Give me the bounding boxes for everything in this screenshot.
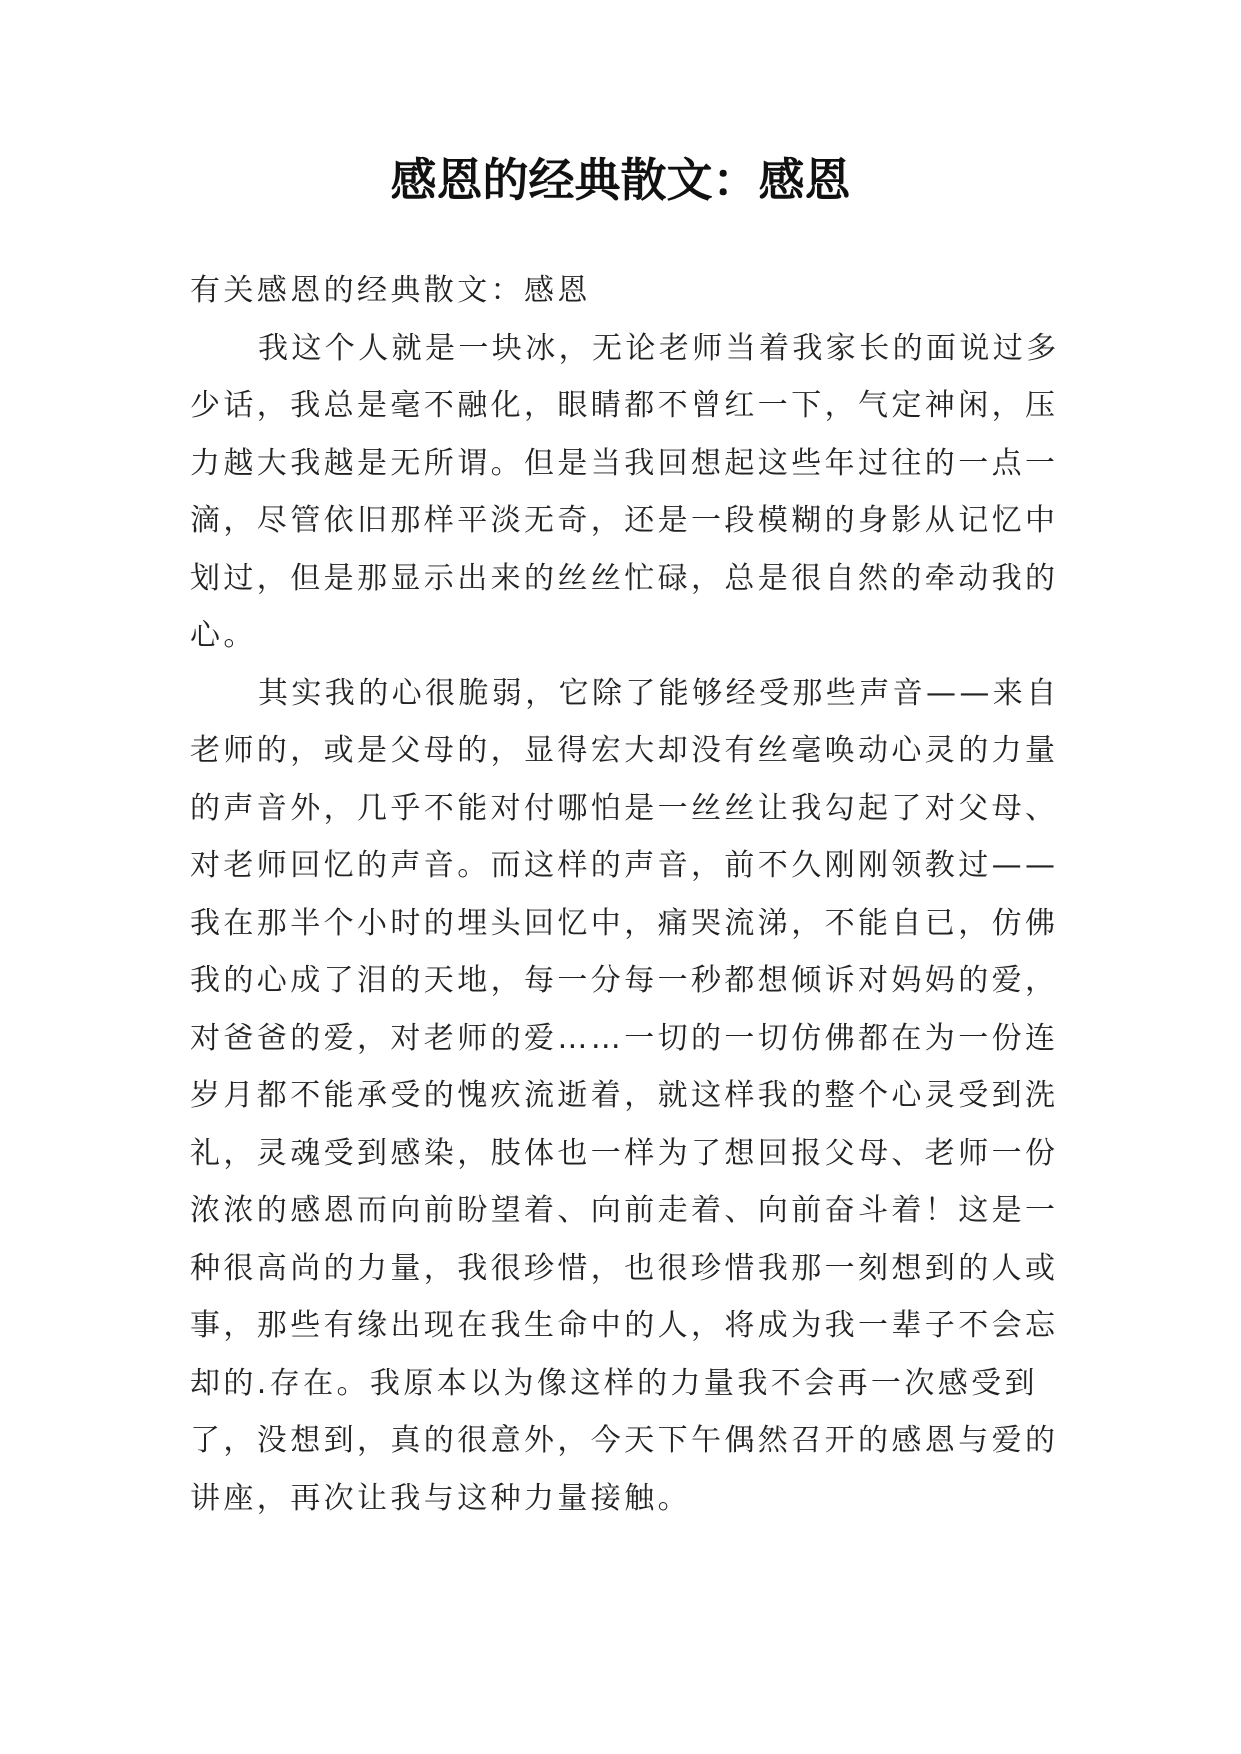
paragraph-1-line-3: 力越大我越是无所谓。但是当我回想起这些年过往的一点一: [190, 445, 1059, 481]
paragraph-2-line-8: 岁月都不能承受的愧疚流逝着，就这样我的整个心灵受到洗: [190, 1078, 1059, 1113]
paragraph-2-line-10: 浓浓的感恩而向前盼望着、向前走着、向前奋斗着！这是一: [190, 1193, 1059, 1228]
paragraph-2-line-5: 我在那半个小时的埋头回忆中，痛哭流涕，不能自已，仿佛: [190, 905, 1059, 941]
document-body: [190, 262, 1060, 1527]
subtitle-line: 有关感恩的经典散文：感恩: [190, 273, 591, 308]
paragraph-2-line-11: 种很高尚的力量，我很珍惜，也很珍惜我那一刻想到的人或: [190, 1250, 1059, 1286]
paragraph-2-line-7: 对爸爸的爱，对老师的爱……一切的一切仿佛都在为一份连: [190, 1020, 1059, 1056]
paragraph-2-line-15: 讲座，再次让我与这种力量接触。: [190, 1480, 691, 1516]
paragraph-1-line-4: 滴，尽管依旧那样平淡无奇，还是一段模糊的身影从记忆中: [190, 503, 1059, 538]
paragraph-2-line-4: 对老师回忆的声音。而这样的声音，前不久刚刚领教过——: [190, 848, 1059, 883]
paragraph-2-line-1: 其实我的心很脆弱，它除了能够经受那些声音——来自: [258, 675, 1060, 711]
paragraph-1-line-6: 心。: [190, 618, 257, 653]
paragraph-2-line-2: 老师的，或是父母的，显得宏大却没有丝毫唤动心灵的力量: [190, 733, 1059, 768]
paragraph-2-line-6: 我的心成了泪的天地，每一分每一秒都想倾诉对妈妈的爱，: [190, 963, 1059, 998]
paragraph-2-line-14: 了，没想到，真的很意外，今天下午偶然召开的感恩与爱的: [190, 1423, 1059, 1458]
paragraph-2-line-9: 礼，灵魂受到感染，肢体也一样为了想回报父母、老师一份: [190, 1135, 1059, 1171]
document-title: 感恩的经典散文：感恩: [390, 153, 851, 207]
paragraph-1-line-1: 我这个人就是一块冰，无论老师当着我家长的面说过多: [258, 330, 1060, 366]
paragraph-1-line-5: 划过，但是那显示出来的丝丝忙碌，总是很自然的牵动我的: [190, 560, 1059, 596]
paragraph-2-line-13: 却的.存在。我原本以为像这样的力量我不会再一次感受到: [190, 1365, 1038, 1401]
paragraph-2-line-12: 事，那些有缘出现在我生命中的人，将成为我一辈子不会忘: [190, 1308, 1059, 1343]
paragraph-2-line-3: 的声音外，几乎不能对付哪怕是一丝丝让我勾起了对父母、: [190, 790, 1059, 826]
paragraph-1-line-2: 少话，我总是毫不融化，眼睛都不曾红一下，气定神闲，压: [190, 388, 1059, 423]
